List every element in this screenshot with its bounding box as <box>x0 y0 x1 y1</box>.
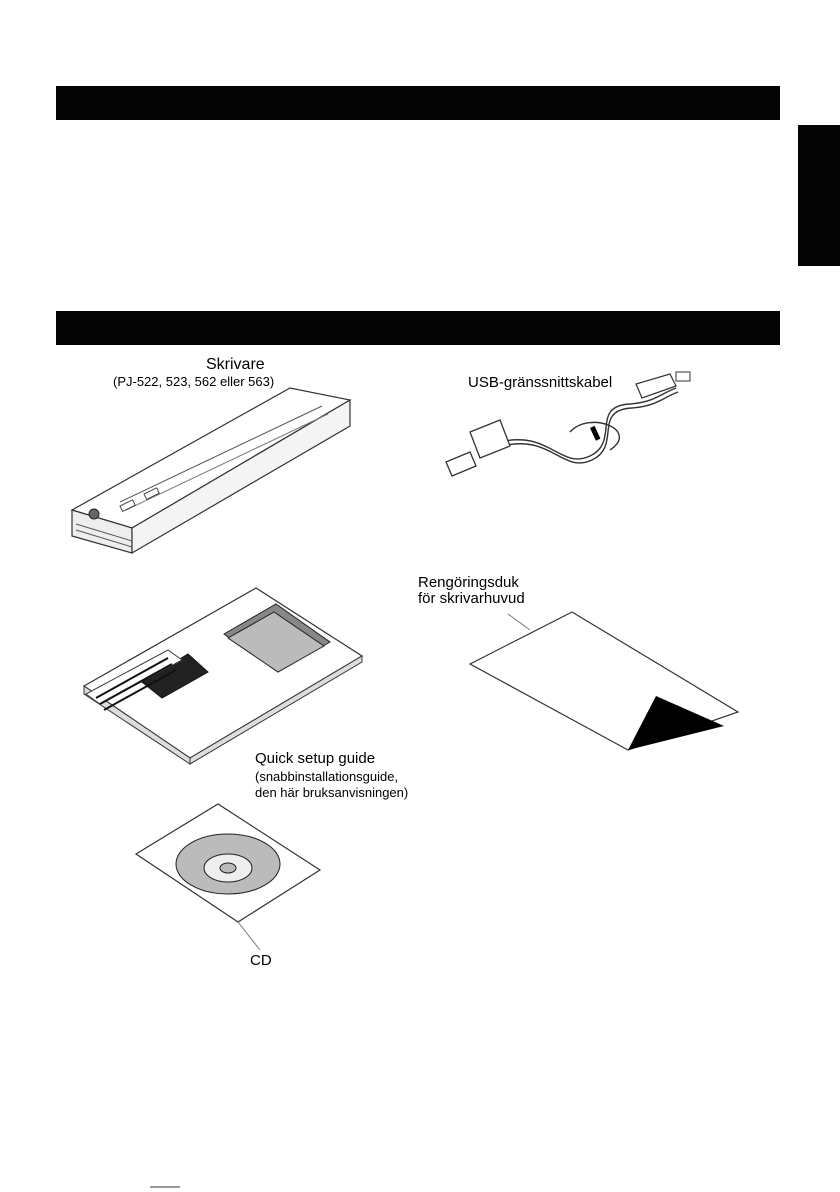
cleaning-cloth-illustration <box>460 600 750 760</box>
cleaning-cloth-label-2: för skrivarhuvud <box>418 590 525 607</box>
printer-sublabel: (PJ-522, 523, 562 eller 563) <box>113 374 275 389</box>
printer-illustration <box>60 378 370 558</box>
setup-guide-sublabel-1: (snabbinstallationsguide, <box>255 769 399 784</box>
cd-illustration <box>134 800 324 960</box>
page-foot-mark <box>150 1186 180 1188</box>
printer-label: Skrivare <box>206 356 265 373</box>
setup-guide-illustration <box>78 586 378 766</box>
cd-label: CD <box>250 952 272 969</box>
usb-cable-label: USB-gränssnittskabel <box>468 374 613 391</box>
section-header-bar-contents <box>56 311 780 345</box>
setup-guide-label: Quick setup guide <box>255 750 376 767</box>
language-side-tab <box>798 125 840 266</box>
setup-guide-sublabel-2: den här bruksanvisningen) <box>255 785 409 800</box>
section-header-bar-top <box>56 86 780 120</box>
cleaning-cloth-label-1: Rengöringsduk <box>418 574 519 591</box>
usb-cable-illustration <box>440 370 700 490</box>
